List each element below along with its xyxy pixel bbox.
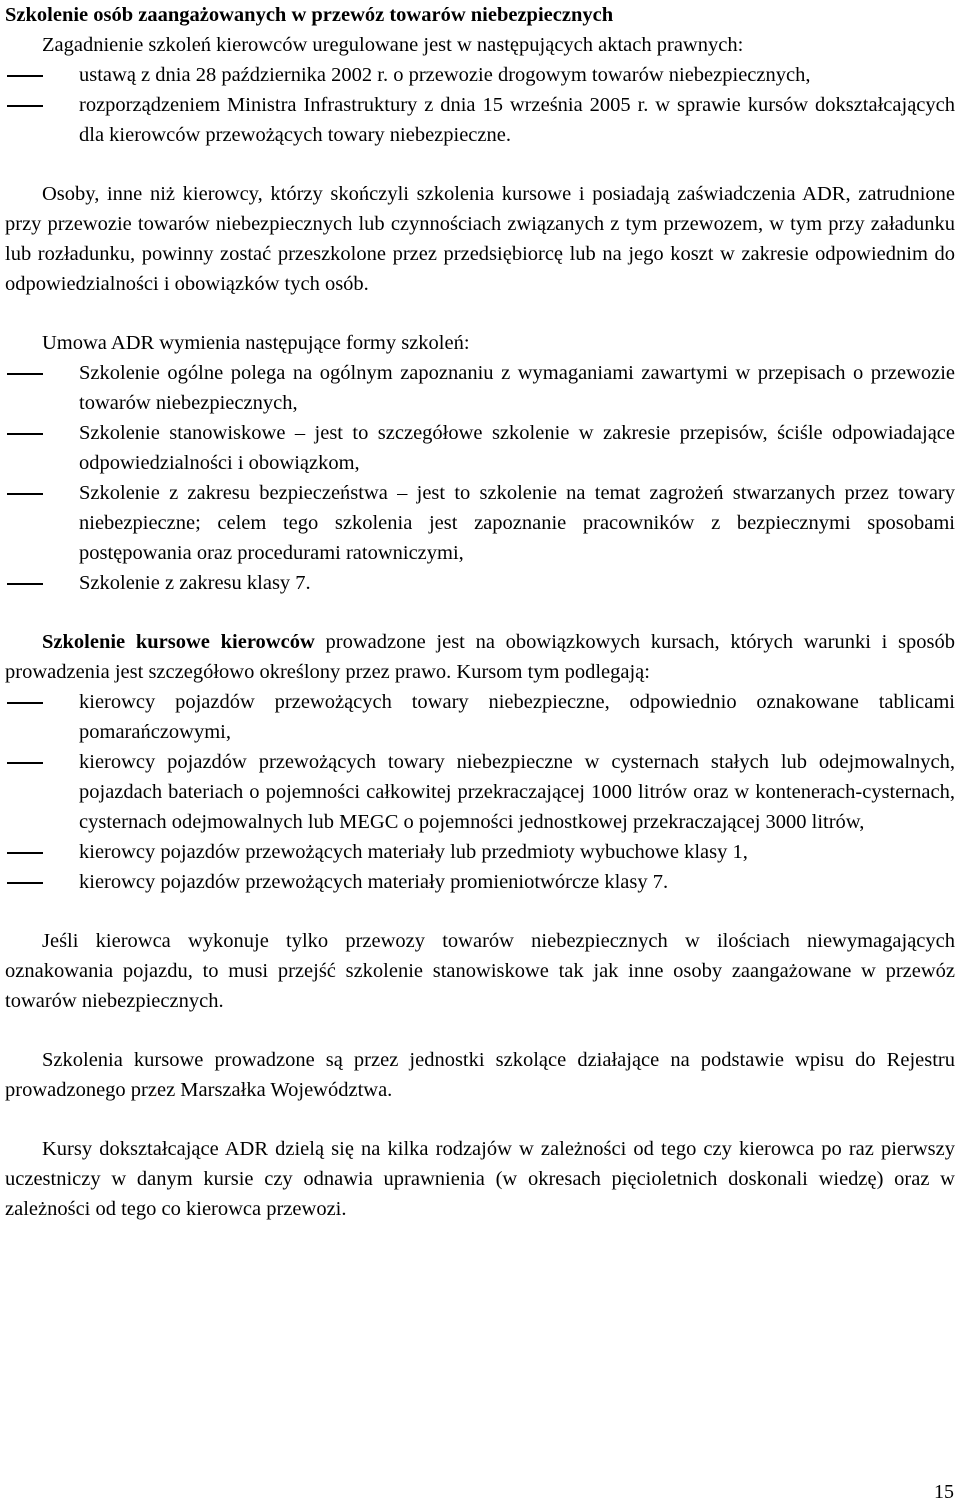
training-units-paragraph: Szkolenia kursowe prowadzone są przez jednostki szkolące działające na podstawie wpisu do Rejestru prowadzonego przez Marszałka Województwa. bbox=[5, 1049, 955, 1101]
spacer bbox=[5, 299, 955, 328]
driver-courses-text: prowadzone jest na obowiązkowych kursach, których warunki i sposób prowadzenia jest szczegółowo określony przez prawo. Kursom tym podlegają: bbox=[5, 631, 955, 683]
refresher-courses-paragraph: Kursy dokształcające ADR dzielą się na kilka rodzajów w zależności od tego czy kierowca po raz pierwszy uczestniczy w danym kursie czy odnawia uprawnienia (w okresach pięcioletnich doskonali wiedzę) oraz w zależności od tego co kierowca przewozi. bbox=[5, 1138, 955, 1220]
list-item: rozporządzeniem Ministra Infrastruktury z dnia 15 września 2005 r. w sprawie kursów dokształcających dla kierowców przewożących towary niebezpieczne. bbox=[5, 90, 955, 150]
legal-acts-list bbox=[5, 60, 955, 150]
list-item: kierowcy pojazdów przewożących materiały lub przedmioty wybuchowe klasy 1, bbox=[5, 837, 955, 867]
driver-courses-list bbox=[5, 687, 955, 897]
spacer bbox=[5, 1105, 955, 1134]
legal-acts-section bbox=[5, 30, 955, 150]
list-item: kierowcy pojazdów przewożących materiały promieniotwórcze klasy 7. bbox=[5, 867, 955, 897]
driver-courses-section bbox=[5, 627, 955, 897]
legal-acts-intro: Zagadnienie szkoleń kierowców uregulowane jest w następujących aktach prawnych: bbox=[42, 34, 744, 56]
page-number: 15 bbox=[934, 1481, 954, 1503]
small-quantities-paragraph: Jeśli kierowca wykonuje tylko przewozy towarów niebezpiecznych w ilościach niewymagających oznakowania pojazdu, to musi przejść szkolenie stanowiskowe tak jak inne osoby zaangażowane w przewóz towarów niebezpiecznych. bbox=[5, 930, 955, 1012]
training-forms-intro: Umowa ADR wymienia następujące formy szkoleń: bbox=[42, 332, 470, 354]
training-forms-section bbox=[5, 328, 955, 598]
list-item: Szkolenie z zakresu klasy 7. bbox=[5, 568, 955, 598]
document-title: Szkolenie osób zaangażowanych w przewóz towarów niebezpiecznych bbox=[5, 4, 614, 26]
spacer bbox=[5, 897, 955, 926]
list-item: Szkolenie z zakresu bezpieczeństwa – jest to szkolenie na temat zagrożeń stwarzanych przez towary niebezpieczne; celem tego szkolenia jest zapoznanie pracowników z bezpiecznymi sposobami postępowania oraz procedurami ratowniczymi, bbox=[5, 478, 955, 568]
list-item: Szkolenie ogólne polega na ogólnym zapoznaniu z wymaganiami zawartymi w przepisach o przewozie towarów niebezpiecznych, bbox=[5, 358, 955, 418]
spacer bbox=[5, 598, 955, 627]
driver-courses-bold-lead: Szkolenie kursowe kierowców bbox=[42, 631, 315, 653]
other-persons-paragraph: Osoby, inne niż kierowcy, którzy skończyli szkolenia kursowe i posiadają zaświadczenia ADR, zatrudnione przy przewozie towarów niebezpiecznych lub czynnościach związanych z tym przewozem, w tym przy załadunku lub rozładunku, powinny zostać przeszkolone przez przedsiębiorcę lub na jego koszt w zakresie odpowiednim do odpowiedzialności i obowiązków tych osób. bbox=[5, 183, 955, 295]
list-item: kierowcy pojazdów przewożących towary niebezpieczne w cysternach stałych lub odejmowalnych, pojazdach bateriach o pojemności całkowitej przekraczającej 1000 litrów oraz w kontenerach-cysternach, cysternach odejmowalnych lub MEGC o pojemności jednostkowej przekraczającej 3000 litrów, bbox=[5, 747, 955, 837]
driver-courses-paragraph bbox=[5, 627, 955, 687]
list-item: Szkolenie stanowiskowe – jest to szczegółowe szkolenie w zakresie przepisów, ściśle odpowiadające odpowiedzialności i obowiązkom, bbox=[5, 418, 955, 478]
spacer bbox=[5, 150, 955, 179]
training-forms-list bbox=[5, 358, 955, 598]
list-item: ustawą z dnia 28 października 2002 r. o przewozie drogowym towarów niebezpiecznych, bbox=[5, 60, 955, 90]
list-item: kierowcy pojazdów przewożących towary niebezpieczne, odpowiednio oznakowane tablicami pomarańczowymi, bbox=[5, 687, 955, 747]
spacer bbox=[5, 1016, 955, 1045]
document-page bbox=[5, 0, 955, 1224]
other-persons-section bbox=[5, 179, 955, 299]
